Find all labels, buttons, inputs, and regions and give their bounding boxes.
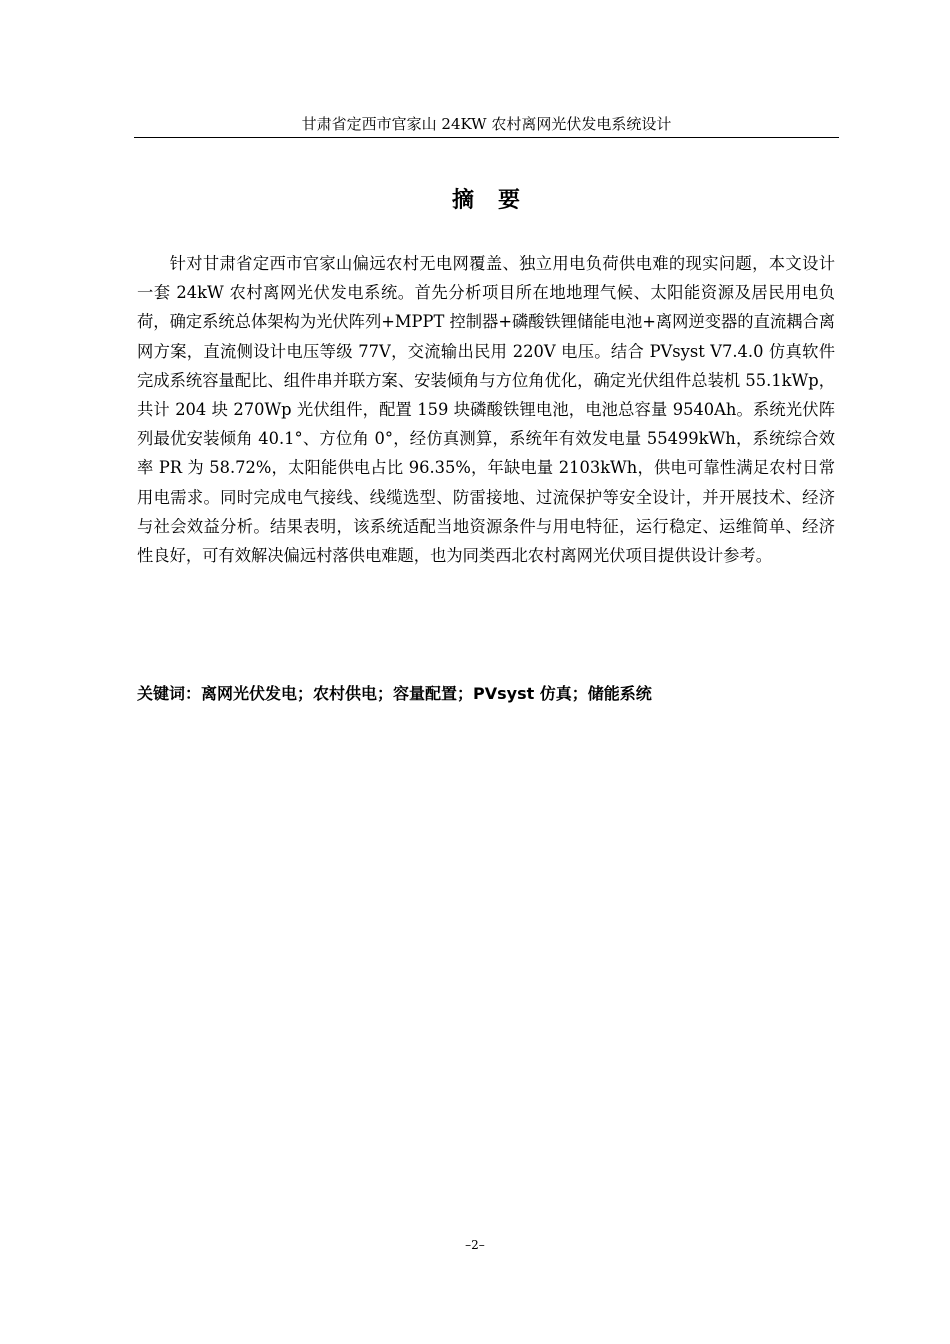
keywords-line: 关键词：离网光伏发电；农村供电；容量配置；PVsyst 仿真；储能系统 xyxy=(137,684,652,703)
abstract-paragraph: 针对甘肃省定西市官家山偏远农村无电网覆盖、独立用电负荷供电难的现实问题，本文设计一套 24kW 农村离网光伏发电系统。首先分析项目所在地地理气候、太阳能资源及居民用电负荷，确定系统总体架构为光伏阵列+MPPT 控制器+磷酸铁锂储能电池+离网逆变器的直流耦合离网方案，直流侧设计电压等级 77V，交流输出民用 220V 电压。结合 PVsyst V7.4.0 仿真软件完成系统容量配比、组件串并联方案、安装倾角与方位角优化，确定光伏组件总装机 55.1kWp，共计 204 块 270Wp 光伏组件，配置 159 块磷酸铁锂电池，电池总容量 9540Ah。系统光伏阵列最优安装倾角 40.1°、方位角 0°，经仿真测算，系统年有效发电量 55499kWh，系统综合效率 PR 为 58.72%，太阳能供电占比 96.35%，年缺电量 2103kWh，供电可靠性满足农村日常用电需求。同时完成电气接线、线缆选型、防雷接地、过流保护等安全设计，并开展技术、经济与社会效益分析。结果表明，该系统适配当地资源条件与用电特征，运行稳定、运维简单、经济性良好，可有效解决偏远村落供电难题，也为同类西北农村离网光伏项目提供设计参考。 xyxy=(137,254,835,566)
header-divider xyxy=(134,137,839,138)
abstract-heading: 摘 要 xyxy=(451,188,521,213)
page-number: –2– xyxy=(465,1238,485,1252)
running-header-title: 甘肃省定西市官家山 24KW 农村离网光伏发电系统设计 xyxy=(301,115,672,133)
